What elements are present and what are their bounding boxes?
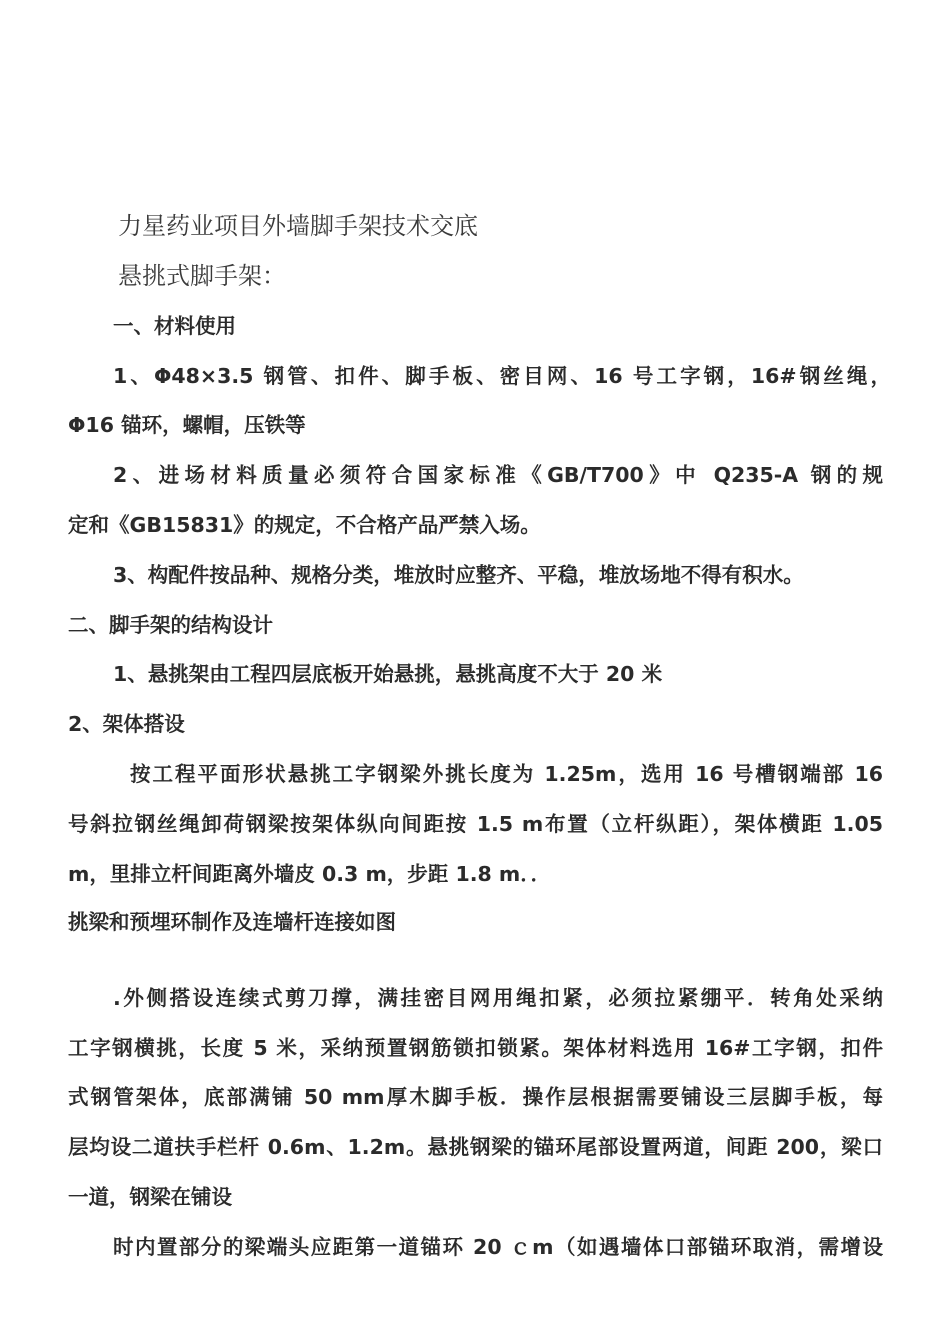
paragraph-line: 1、Φ48×3.5 钢管、扣件、脚手板、密目网、16 号工字钢，16#钢丝绳， [113,364,891,388]
document-subtitle: 悬挑式脚手架： [118,262,286,290]
paragraph-line: m，里排立杆间距离外墙皮 0.3 m，步距 1.8 m．． [68,862,552,886]
paragraph-line: 挑梁和预埋环制作及连墙杆连接如图 [68,910,396,934]
section-heading-materials: 一、材料使用 [113,314,236,338]
paragraph-line: 工字钢横挑，长度 5 米，采纳预置钢筋锁扣锁紧。架体材料选用 16#工字钢，扣件 [68,1036,883,1060]
section-heading-structure: 二、脚手架的结构设计 [68,613,273,637]
subheading: 2、架体搭设 [68,712,185,736]
paragraph-line: 1、悬挑架由工程四层底板开始悬挑，悬挑高度不大于 20 米 [113,662,663,686]
paragraph-line: 号斜拉钢丝绳卸荷钢梁按架体纵向间距按 1.5 m布置（立杆纵距），架体横距 1.05 [68,812,883,836]
document-title: 力星药业项目外墙脚手架技术交底 [118,212,478,240]
paragraph-line: 式钢管架体，底部满铺 50 mm厚木脚手板．操作层根据需要铺设三层脚手板，每 [68,1085,883,1109]
paragraph-line: .外侧搭设连续式剪刀撑，满挂密目网用绳扣紧，必须拉紧绷平．转角处采纳 [113,986,883,1010]
paragraph-line: 按工程平面形状悬挑工字钢梁外挑长度为 1.25m，选用 16 号槽钢端部 16 [130,762,883,786]
paragraph-line: 2、进场材料质量必须符合国家标准《GB/T700》中 Q235-A 钢的规 [113,463,883,487]
paragraph-line: 层均设二道扶手栏杆 0.6m、1.2m。悬挑钢梁的锚环尾部设置两道，间距 200，梁口 [68,1135,883,1159]
paragraph-line: 定和《GB15831》的规定，不合格产品严禁入场。 [68,513,541,537]
paragraph-line: 时内置部分的梁端头应距第一道锚环 20 ｃm（如遇墙体口部锚环取消，需增设 [113,1235,883,1259]
paragraph-line: 一道，钢梁在铺设 [68,1185,232,1209]
paragraph-line: 3、构配件按品种、规格分类，堆放时应整齐、平稳，堆放场地不得有积水。 [113,563,804,587]
paragraph-line: Φ16 锚环，螺帽，压铁等 [68,413,306,437]
